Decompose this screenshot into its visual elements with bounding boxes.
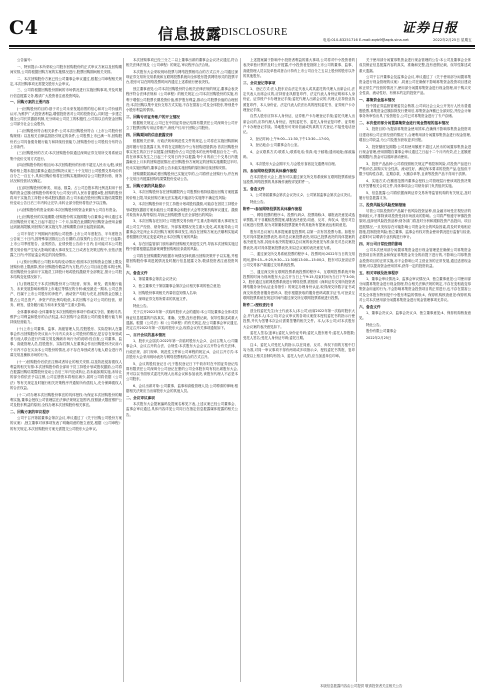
paragraph: (十二)对办理本次回购股份事宜的具体授权:为保证本次回购股份的顺利实施,董事会授权公司管理层在法律法规规定范围内,按照最大限度维护公司及股东利益的原则,全权办理本次回购股份相关事宜。 (10, 392, 122, 407)
paragraph: 公司将在回购期限内根据市场情况择机做出回购决策并予以实施,并根据回购股份事项进展情况及时履行信息披露义务,敬请投资者注意投资风险。 (126, 253, 238, 269)
paragraph: 关于召开2022年第一次临时股东大会的通知:本公司及董事会全体成员保证信息披露的内容真实、准确、完整,没有虚假记载、误导性陈述或重大遗漏。根据《公司法》和《公司章程》的有关规定,经公司董事会审议通过,决定召开2022年第一次临时股东大会,现将会议有关事项通知如下。 (126, 310, 238, 331)
paragraph: 特此公告。 (366, 322, 383, 327)
section-heading: 三、会议登记等事项 (243, 80, 276, 85)
paragraph: 5、会议的股权登记日:凡于股权登记日下午收市时在中国证券登记结算有限责任公司深圳分公司登记在册的公司全体股东均有权出席股东大会,并可以以书面形式委托代理人出席会议和参加表决,该股东代理人不必是本公司股东。 (126, 361, 238, 382)
section-title: 信息披露 (158, 25, 223, 43)
section-heading: 六、备查文件 (126, 270, 148, 275)
paragraph: 全体董事承诺:全体董事在本次回购股份事项中将诚实守信、勤勉尽责,维护公司利益和股东的合法权益,本次回购不会损害公司的债务履行能力和持续经营能力。 (10, 309, 122, 325)
section-heading: 一、回购方案的主要内容 (10, 100, 50, 105)
date-line: 2022年2月25日 星期五 (433, 38, 472, 42)
text-column-3 (243, 58, 355, 682)
paragraph: 本次股东大会采取现场投票与网络投票相结合的方式召开,公司通过深圳证券交易所交易系统和互联网投票系统向全体股东提供网络形式的投票平台,股东可以在网络投票时间内通过上述系统行使表决权。 (126, 69, 238, 85)
paragraph: 2、独立董事关于第届董事会第次会议相关事项的独立意见; (133, 283, 222, 288)
paragraph: 股份有限公司董事会 (366, 329, 397, 334)
paragraph: 3、本次回购存在因对公司股票交易价格产生重大影响的重大事项发生或公司生产经营、财务情况、外部客观情况发生重大变化,或其他导致公司董事会决定终止本次回购方案的事项发生,则存在回购方案无法顺利实施或者根据相关规定变更或终止本次回购方案的风险; (126, 219, 238, 240)
text-column-1 (10, 58, 122, 682)
paragraph: 二、本次回购股份方案已经公司董事会审议通过,根据公司章程相关规定,本次回购事项无需提交股东大会审议。 (10, 76, 122, 86)
paragraph: (十一)回购股份后依法注销或者转让的相关安排,以及防范侵害债权人利益的相关安排:本次回购股份将全部用于员工持股计划或股权激励,公司将在披露回购结果暨股份变动公告后三年内完成转让,若未能如期实施,未转让的部分将依法予以注销,公司注册资本将相应减少,届时公司将依据《公司法》等有关规定及时履行相关决策程序并通知所有债权人,充分保障债权人的合法权益。 (10, 359, 122, 390)
paragraph: 一、网络投票的程序:1、投票代码;2、投票简称;3、填报表决意见或选举票数,对于非累积投票提案,填报表决意见:同意、反对、弃权;4、股东对总议案进行投票,视为对除累积投票提案外的其他所有提案表达相同意见。 (243, 212, 355, 228)
paragraph: 2、投资额度及期限:公司拟使用额度不超过人民币的闲置募集资金进行现金管理,使用期限自董事会审议通过之日起十二个月内有效,在上述额度和期限内,资金可以循环滚动使用。 (359, 144, 471, 160)
section-heading: 五、相关审核及批准程序 (359, 270, 399, 275)
section-heading: 五、回购方案的风险提示 (126, 184, 166, 189)
paragraph: 根据相关规定,公司已在中国证券登记结算有限责任公司深圳分公司开立了股票回购专用证券账户,该账户仅用于回购公司股份。 (126, 121, 238, 131)
paragraph: 注:1、委托人对受托人的指示,以在同意、反对、弃权下面的方框中打勾为准,对同一审议事项不得有两项或多项指示;2、授权委托书剪报、复印或按以上格式自制均有效;3、委托人为法人的,应当加盖单位印章。 (243, 343, 355, 358)
section-heading: 二、回购方案的审议程序 (10, 409, 50, 414)
section-heading: 四、回购期间的信息披露安排 (126, 133, 173, 138)
section-heading: 一、募集资金基本情况 (359, 97, 395, 102)
paragraph: 公司于召开第届董事会第次会议,审议通过了《关于回购公司股份方案的议案》,独立董事对该事项发表了明确同意的独立意见,根据《公司章程》的有关规定,本次回购股份方案无需提交公司股东大会审议。 (10, 416, 122, 431)
paragraph: 回购期限届满或者回购股份已实施完毕的,公司将停止回购行为,并在两个交易日内披露回购结果暨股份变动公告。 (126, 172, 238, 182)
section-heading: 一、召开会议的基本情况 (126, 332, 166, 337)
paragraph: (五)拟回购股份的种类、用途、数量、占公司总股本的比例及拟用于回购的资金总额:回购股份的种类为公司发行的人民币普通股A股,回购的股份将用于实施员工持股计划或股权激励,若公司未能在股份回购实施结果暨股份变动公告日后三年内转让完毕,未转让部分股份将依法予以注销。 (10, 185, 122, 206)
masthead-rule-thick (9, 45, 475, 47)
paragraph: 4、会议联系方式:联系人;联系电话;传真;电子邮箱;通讯地址;邮政编码。 (243, 150, 355, 160)
paragraph: 尽管公司拟投资的产品属于低风险投资品种,但金融市场受宏观经济的影响较大,不排除该项投资受到市场波动的影响。公司将严格遵守审慎投资原则,选择低风险投资品种;财务部门将及时分析和跟踪投资产品投向、项目进展情况,一旦发现存在可能影响公司资金安全的风险因素,将及时采取相应措施,控制投资风险;独立董事、监事会有权对资金使用情况进行监督与检查,必要时可以聘请专业机构进行审计。 (359, 208, 471, 240)
paragraph: 1、股东大会届次:2022年第一次临时股东大会;2、会议召集人:公司董事会;3、会议召开的合法、合规性:本次股东大会会议召开符合有关法律、行政法规、部门规章、规范性文件和公司章程的规定;4、会议召开方式:本次股东大会采用现场表决与网络投票相结合的方式召开。 (126, 339, 238, 359)
paragraph: 2、本次回购股份用于员工持股计划或股权激励,可能存在因员工持股计划或股权激励方案未能经公司董事会和股东大会等决策机构审议通过、激励对象放弃认购等原因,导致已回购股票无法全部授出的风险; (126, 202, 238, 217)
section-heading: 六、备查文件 (359, 304, 381, 309)
paragraph: (二)回购股份符合相关条件:公司本次回购股份符合《上市公司股份回购规则》以及相关自律监管指引规定的条件,公司股票上市已满一年,回购股份后公司具备债务履行能力和持续经营能力,回购股份后公司股权分布符合上市条件。 (10, 129, 122, 149)
section-heading: 三、投资风险及风险控制措施 (359, 202, 406, 207)
paragraph: 4、实施方式:在额度范围内董事会授权公司管理层行使该项投资决策权并签署相关合同文件,具体事项由公司财务部门负责组织实施。 (359, 178, 471, 189)
paragraph: 5、本次股东大会会期半天,与会股东食宿及交通费用自理。 (250, 161, 338, 166)
paragraph: (七)回购股份的实施期限:回购股份的实施期限为自董事会审议通过本次回购股份方案之日起不超过十二个月,如果在此期限内回购资金使用金额达到最高限额,则回购方案实施完毕,回购期限自该日起提前届满。 (10, 214, 122, 230)
paragraph: 2、登记时间:上午9:00—11:30,下午13:30—17:00。 (250, 136, 332, 141)
paragraph: 4、深圳证券交易所要求的其他文件。 (133, 297, 190, 302)
paragraph: 经中国证券监督管理委员会核准,公司向社会公众公开发行人民币普通股股票,募集资金总额扣除发行费用后,募集资金净额已全部到位,并经会计师事务所审验出具了验资报告,公司已对募集资金进行了专户存储。 (359, 103, 471, 119)
paragraph: 公司本次使用部分闲置募集资金进行现金管理是在确保公司募集资金投资项目所需资金和保证募集资金安全的前提下进行的,不影响公司募集资金投资项目的正常实施,亦不会影响公司主营业务的正常发展,通过适度现金管理,可以提高资金使用效率,获得一定的投资收益。 (359, 248, 471, 268)
paragraph: 公司于召开董事会及监事会会议,审议通过了《关于使用部分闲置募集资金进行现金管理的议案》,同意公司在确保不影响募集资金投资项目建设和正常生产经营的情况下,使用部分闲置募集资金进行现金管理,用于购买安全性高、流动性好、有保本约定的投资产品。 (359, 75, 471, 95)
paragraph: 1、登记方式:法人股东应由法定代表人或其委托的代理人出席会议,法定代表人出席会议的,应持营业执照复印件、法定代表人身份证明和本人身份证、证券账户卡办理登记手续;委托代理人出席会议的,代理人应持营业执照复印件、本人身份证、法定代表人依法出具的授权委托书、证券账户卡办理登记手续。 (243, 86, 355, 112)
column-divider (123, 58, 124, 682)
section-subtitle: DISCLOSURE (221, 27, 288, 38)
paragraph: 本次回购事项已经三分之二以上董事出席的董事会会议决议通过,符合相关法律法规及《公司章程》的规定,审议程序合法合规。 (126, 58, 238, 68)
paragraph: 特此公告。 (133, 303, 150, 308)
paragraph: 1、公司第届董事会第次会议决议;2、公司第届监事会第次会议决议。 (250, 193, 354, 198)
paragraph: (一)回购股份的目的:基于对公司未来发展前景的信心和对公司价值的认可,为维护广大投资者利益,增强投资者对公司的投资信心,同时进一步建立健全公司长效激励机制,充分调动公司员工的积极性,公司拟以自有资金回购公司部分社会公众股份。 (10, 106, 122, 127)
text-column-2 (126, 58, 238, 682)
paragraph: 公告编号: (17, 58, 32, 62)
contact-line: 电话:010-83251716 E-mail:zqrb9@zqrb.sina.net (323, 38, 409, 42)
section-heading: 四、对公司日常经营的影响 (359, 241, 403, 246)
paragraph: 股东对总议案与具体提案重复投票时,以第一次有效投票为准。如股东先对具体提案投票表决,再对总议案投票表决,则以已投票表决的具体提案的表决意见为准,其他未表决的提案以总议案的表决意见为准;如先对总议案投票表决,再对具体提案投票表决,则以总议案的表决意见为准。 (243, 229, 355, 250)
column-divider (240, 58, 241, 682)
paragraph: 3、投资产品品种:公司将按照相关规定严格控制风险,对投资产品进行严格评估,拟购买安全性高、流动性好、满足保本要求的投资产品,包括但不限于结构性存款、定期存款、大额存单等,且该等投资产品不得用于质押。 (359, 161, 471, 177)
section-heading: 二、本次使用部分闲置募集资金进行现金管理的基本情况 (359, 121, 449, 126)
paragraph: (十)上市公司董事、监事、高级管理人员,控股股东、实际控制人在董事会作出回购股份决议前六个月内买卖本公司股份的情况,是否存在单独或者与他人联合进行内幕交易及操纵市场行为的说明:经自查,公司董事、监事、高级管理人员,控股股东、实际控制人在董事会作出回购股份决议前六个月内不存在买卖本公司股份的情况,亦不存在单独或者与他人联合进行内幕交易及操纵市场的行为。 (10, 326, 122, 357)
paragraph: 根据相关法律、行政法规和规范性文件的规定,公司将在实施回购期间及时履行信息披露义务,并将在定期报告中公布回购进展情况:首次回购股份事实发生的次日予以披露;回购股份占公司总股本的比例每增加百分之一的,将在该事实发生之日起三个交易日内予以披露;每个月的前三个交易日内披露截至上月末的回购进展情况;在回购股份方案规定的回购实施期限过半时,仍未实施回购的,董事会将公告未能实施回购的原因和后续回购安排。 (126, 139, 238, 170)
paragraph: (三)回购股份的方式:本次回购股份拟通过深圳证券交易所交易系统以集中竞价交易方式进行。 (10, 151, 122, 161)
paragraph: 公司不得在下列期间内回购公司股票:上市公司年度报告、半年度报告公告前三十日内,因特殊原因推迟公告日期的,自原预约公告日前三十日起算;上市公司季度报告、业绩预告、业绩快报公告前十日内;自可能对本公司股票交易价格产生较大影响的重大事项发生之日或者在决策过程中,至依法披露之日内;中国证监会规定的其他情形。 (10, 231, 122, 257)
text-column-4 (359, 58, 471, 682)
paragraph: 自然人股东应持本人身份证、证券账户卡办理登记手续;委托代理人出席会议的,应持代理人身份证、授权委托书、委托人身份证复印件、证券账户卡办理登记手续。异地股东可采用信函或传真的方式登记,不接受电话登记。 (243, 114, 355, 135)
paragraph: 委托人签名(盖章);委托人身份证号码;委托人股东账号;委托人持股数;受托人签名;受托人身份证号码;委托日期。 (243, 331, 355, 341)
paragraph: 4、存在因监管部门颁布新的回购相关规范性文件,导致本次回购实施过程中需要根据监管新规调整回购相应条款的风险。 (126, 241, 238, 252)
section-heading: 附件二:授权委托书 (243, 302, 274, 307)
masthead-rule-thin (9, 48, 475, 49)
paragraph: 2022年2月25日 (366, 336, 392, 341)
paragraph: 在本次股东大会上,股东可以通过深交所交易系统和互联网投票系统参加投票,网络投票的具体操作流程详见附件一。 (243, 174, 355, 185)
section-heading: 三、回购专用证券账户的开立情况 (126, 114, 180, 119)
paragraph: (八)预计回购后公司股本结构变动情况:按照本次回购资金总额上限及回购价格上限测算,预计回购股份数量约为万股,约占公司目前总股本的比例,若回购股份全部用于实施员工持股计划或股权激励并全部锁定,预计公司股本结构变化情况如下。 (10, 259, 122, 280)
paragraph: 本次股东大会提案编码及提案名称见下表,上述议案已经公司董事会、监事会审议通过,具体内容详见公司同日在指定信息披露媒体披露的相关公告。 (126, 402, 238, 417)
newspaper-logo: 证券日报 (402, 21, 459, 36)
paragraph: 1、董事会审议情况;2、监事会审议情况;3、独立董事意见:公司使用部分闲置募集资金进行现金管理,符合相关法律法规的规定,不存在变相改变募集资金用途的行为,不会影响募集资金投资项目的正常进行,也不存在损害公司及全体股东特别是中小股东利益的情形;4、保荐机构核查意见:保荐机构对公司本次使用部分闲置募集资金进行现金管理事项无异议。 (359, 276, 471, 302)
paragraph: 1、本次回购股份存在回购期限内公司股票价格持续超出回购方案披露的价格上限,导致回购方案无法实施或只能部分实施等不确定性风险; (126, 190, 238, 200)
paragraph: 上述提案属于影响中小投资者利益的重大事项,公司将对中小投资者的表决单独计票并及时公开披露,中小投资者是指除上市公司的董事、监事、高级管理人员以及单独或者合计持有上市公司百分之五以上股份的股东以外的其他股东。 (243, 58, 355, 78)
paragraph: 3、登记地点:公司董事会办公室。 (250, 143, 301, 148)
column-divider (356, 58, 357, 682)
paragraph: 三、公司将根据回购股份期间的市场情况进行实施回购事项,并及时履行信息披露义务,敬请广大投资者注意投资风险。 (10, 88, 122, 98)
paragraph: 特此公告。 (250, 199, 267, 204)
paragraph: 1、董事会决议;2、监事会决议;3、独立董事意见;4、保荐机构核查意见。 (359, 310, 471, 321)
paragraph: 关于使用部分闲置募集资金进行现金管理的公告:本公司及董事会全体成员保证信息披露内容的真实、准确和完整,没有虚假记载、误导性陈述或重大遗漏。 (359, 58, 471, 73)
section-heading: 五、备查文件 (243, 186, 265, 191)
paragraph: (九)管理层关于本次回购股份对公司经营、财务、研发、债务履行能力、未来发展影响和维持上市地位等情况的分析:截至最近一期末,公司总资产、归属于上市公司股东的净资产、流动资产均较为充足,回购资金总额上限占公司总资产、净资产的比例均较低,本次回购不会对公司的经营、财务、研发、债务履行能力和未来发展产生重大影响。 (10, 281, 122, 307)
section-heading: 二、会议审议事项 (126, 395, 155, 400)
section-heading: 四、参加网络投票的具体操作流程 (243, 168, 297, 173)
paragraph: 独立董事意见:公司本次回购股份符合相关法律法规的规定,董事会表决程序符合法律法规和《公司章程》的相关规定;公司本次回购股份的实施,有利于增强公司股票长期投资价值,维护股东利益,推动公司股票价值的合理回归;本次回购以集中竞价交易方式实施,不存在损害公司及全体股东,特别是中小股东利益的情形。 (126, 87, 238, 113)
paragraph: 二、通过深交所交易系统投票的程序:1、投票时间:2022年当日的交易时间,即9:15—9:25,9:30—11:30和13:00—15:00;2、股东可以登录证券公司交易客户端通过交易系统投票。 (243, 252, 355, 267)
paragraph: 三、通过深交所互联网投票系统投票的程序:1、互联网投票系统开始投票的时间为现场股东大会召开当日上午9:15,结束时间为当日下午3:00;2、股东通过互联网投票系统进行网络投票,需按照《深圳证券交易所投资者网络服务身份认证业务指引》的规定办理身份认证,取得深交所数字证书或深交所投资者服务密码;3、股东根据获取的服务密码或数字证书,可登录互联网投票系统在规定时间内通过深交所互联网投票系统进行投票。 (243, 269, 355, 300)
paragraph: 兹全权委托先生/女士代表本人(本公司)出席2022年第一次临时股东大会,并代表本人(本公司)对会议审议的各项议案按本授权委托书的指示行使投票,并代为签署本次会议需要签署的相关文件。本人(本公司)对本次股东大会议案的表决意见如下。 (243, 308, 355, 329)
paragraph: 一、特别提示:本所采取公司股东回购股份的正式审议方案以及回购期间安排,公司将根据回购方案的实施情况进行,股票回购期间相关安排。 (10, 64, 122, 74)
page-footer: 本版信息披露内容由公司提供 敬请投资者关注相关公告 (320, 684, 403, 688)
paragraph: (四)回购股份的价格区间:本次回购股份的价格不超过人民币元/股,该回购价格上限未超过董事会通过回购决议前三十个交易日公司股票交易均价的百分之一百五十,具体回购价格将在回购实施期间结合公司股票价格、财务状况和经营状况确定。 (10, 163, 122, 184)
paragraph: (六)回购股份的资金来源:本次回购股份的资金来源为公司自有资金。 (17, 208, 120, 213)
page-code: C4 (9, 17, 39, 39)
section-heading: 附件一:参加网络投票的具体操作流程 (243, 206, 302, 211)
paragraph: 6、会议出席对象:公司董事、监事和高级管理人员;公司聘请的律师;根据相关法规应当出席股东大会的其他人员。 (126, 383, 238, 394)
paragraph: 5、信息披露:公司将依据深圳证券交易所等监管机构的有关规定,及时履行信息披露义务。 (359, 190, 471, 200)
paragraph: 3、回购股份事项相关内幕信息知情人名单; (133, 290, 198, 295)
paragraph: 1、第届董事会第次会议决议; (133, 277, 177, 282)
paragraph: 1、投资目的:为提高募集资金使用效率,在确保不影响募集资金投资项目建设和公司正常经营的情况下,合理利用部分闲置募集资金进行现金管理,增加公司收益,为公司及股东获取更多回报。 (359, 127, 471, 142)
masthead (0, 0, 484, 52)
